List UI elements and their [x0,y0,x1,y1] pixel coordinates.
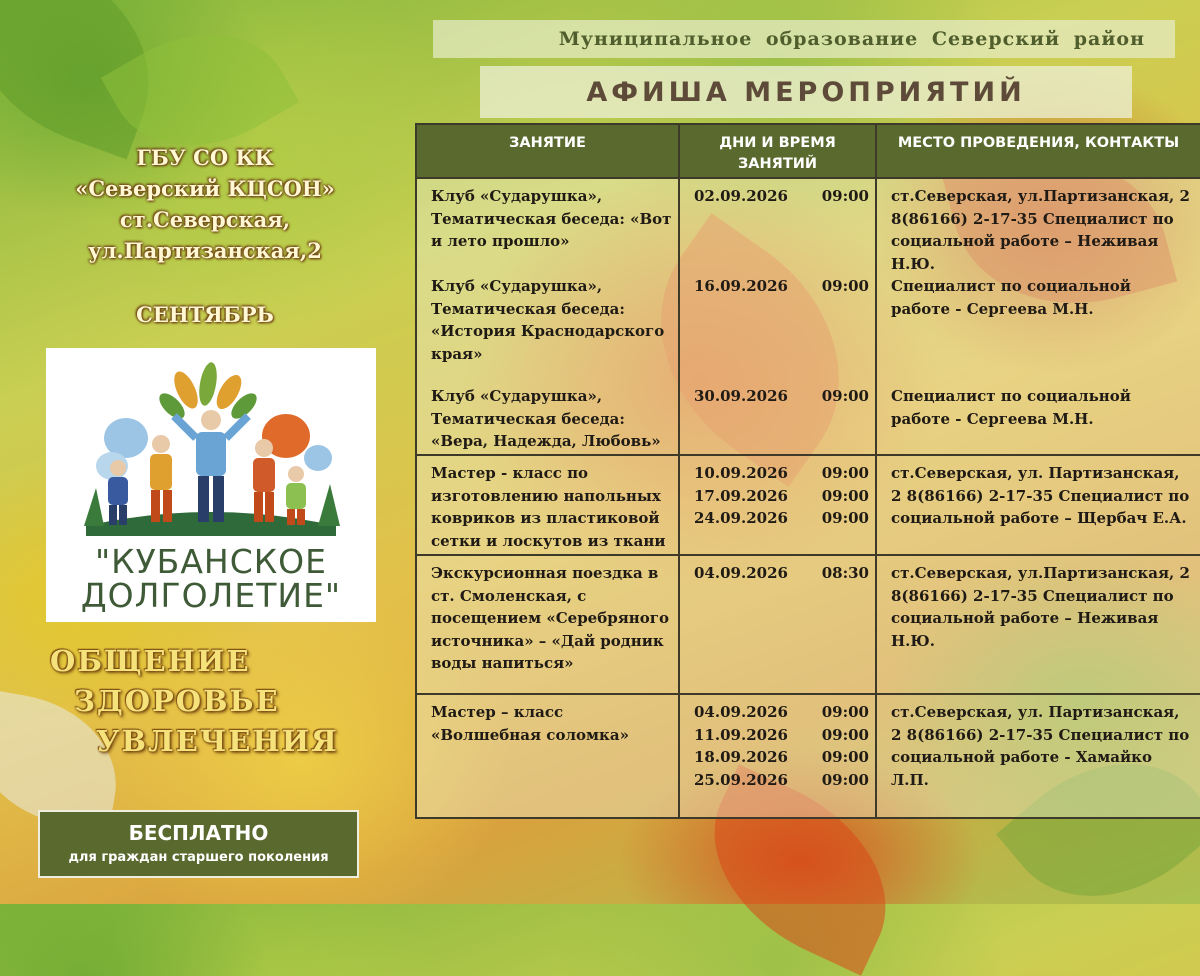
organization-line: ст.Северская, [119,207,291,232]
column-header-dates: ДНИ И ВРЕМЯ ЗАНЯТИЙ [679,124,876,178]
month-label: СЕНТЯБРЬ [136,302,274,327]
municipality-text: Муниципальное образование Северский район [558,28,1145,50]
event-date: 16.09.2026 [694,277,788,295]
event-date: 24.09.2026 [694,509,788,527]
place-contact-text: ст.Северская, ул.Партизанская, 2 8(86166) 2-17-35 Специалист по социальной работе – Неживая Н.Ю. [891,187,1190,273]
free-banner-subtitle: для граждан старшего поколения [68,850,329,865]
event-date: 11.09.2026 [694,725,788,744]
date-time-item [694,275,869,385]
organization-line: ул.Партизанская,2 [88,238,322,263]
motto-communication: ОБЩЕНИЕ [50,644,251,678]
logo-text-line: ДОЛГОЛЕТИЕ" [80,576,342,615]
place-cell [876,178,1200,455]
date-time-item [694,385,869,408]
event-time: 08:30 [821,564,869,582]
date-time-item [694,746,869,769]
table-row [416,455,1200,555]
dates-cell [679,455,876,555]
activity-text: Клуб «Сударушка», Тематическая беседа: «Вот и лето прошло» [431,187,672,250]
events-table [415,123,1200,819]
place-cell: ст.Северская, ул. Партизанская, 2 8(86166) 2-17-35 Специалист по социальной работе – Щербач Е.А. [876,455,1200,555]
event-time: 09:00 [821,509,869,527]
dates-cell [679,555,876,694]
municipality-banner [433,20,1175,58]
event-time: 09:00 [821,187,869,205]
free-banner [38,810,359,878]
activity-text: Клуб «Сударушка», Тематическая беседа: «История Краснодарского края» [431,277,665,363]
page-title-text: АФИША МЕРОПРИЯТИЙ [586,76,1026,108]
event-time: 09:00 [821,725,869,744]
place-cell: ст.Северская, ул.Партизанская, 2 8(86166) 2-17-35 Специалист по социальной работе – Неживая Н.Ю. [876,555,1200,694]
column-header-place: МЕСТО ПРОВЕДЕНИЯ, КОНТАКТЫ [876,124,1200,178]
organization-name [40,142,370,266]
activity-cell [416,178,679,455]
free-banner-title: БЕСПЛАТНО [128,821,269,845]
kuban-longevity-logo [46,348,376,622]
event-date: 18.09.2026 [694,748,788,766]
place-cell: ст.Северская, ул. Партизанская, 2 8(86166) 2-17-35 Специалист по социальной работе - Хамайко Л.П. [876,694,1200,818]
logo-text-line: "КУБАНСКОЕ [94,542,328,581]
event-date: 02.09.2026 [694,187,788,205]
activity-cell: Мастер - класс по изготовлению напольных ковриков из пластиковой сетки и лоскутов из ткани [416,455,679,555]
event-date: 30.09.2026 [694,387,788,405]
place-contact-text: Специалист по социальной работе - Сергеева М.Н. [891,387,1131,428]
dates-cell [679,178,876,455]
event-time: 09:00 [821,387,869,405]
event-date: 04.09.2026 [694,564,788,582]
date-time-item [694,485,869,508]
date-time-item [694,562,869,585]
event-time: 09:00 [821,464,869,482]
event-time: 09:00 [821,277,869,295]
event-date: 17.09.2026 [694,486,788,505]
activity-cell: Экскурсионная поездка в ст. Смоленская, с посещением «Серебряного источника» – «Дай родник воды напиться» [416,555,679,694]
event-date: 25.09.2026 [694,770,788,789]
motto-hobbies: УВЛЕЧЕНИЯ [96,724,339,758]
date-time-item [694,701,869,724]
activity-text: Клуб «Сударушка», Тематическая беседа: «Вера, Надежда, Любовь» [431,387,661,450]
event-time: 09:00 [821,486,869,505]
date-time-item [694,185,869,275]
date-time-item [694,507,869,530]
date-time-item [694,724,869,747]
page-title [480,66,1132,118]
dates-cell [679,694,876,818]
place-contact-text: Специалист по социальной работе - Сергеева М.Н. [891,277,1131,318]
column-header-activity: ЗАНЯТИЕ [416,124,679,178]
event-time: 09:00 [821,770,869,789]
activity-cell: Мастер – класс «Волшебная соломка» [416,694,679,818]
date-time-item [694,462,869,485]
table-row [416,694,1200,818]
organization-line: «Северский КЦСОН» [75,176,335,201]
event-date: 04.09.2026 [694,703,788,721]
event-date: 10.09.2026 [694,464,788,482]
motto-health: ЗДОРОВЬЕ [74,684,280,718]
organization-line: ГБУ СО КК [136,145,274,170]
table-row [416,555,1200,694]
table-row [416,178,1200,455]
table-header-row [416,124,1200,178]
event-time: 09:00 [821,748,869,766]
date-time-item [694,769,869,792]
event-time: 09:00 [821,703,869,721]
